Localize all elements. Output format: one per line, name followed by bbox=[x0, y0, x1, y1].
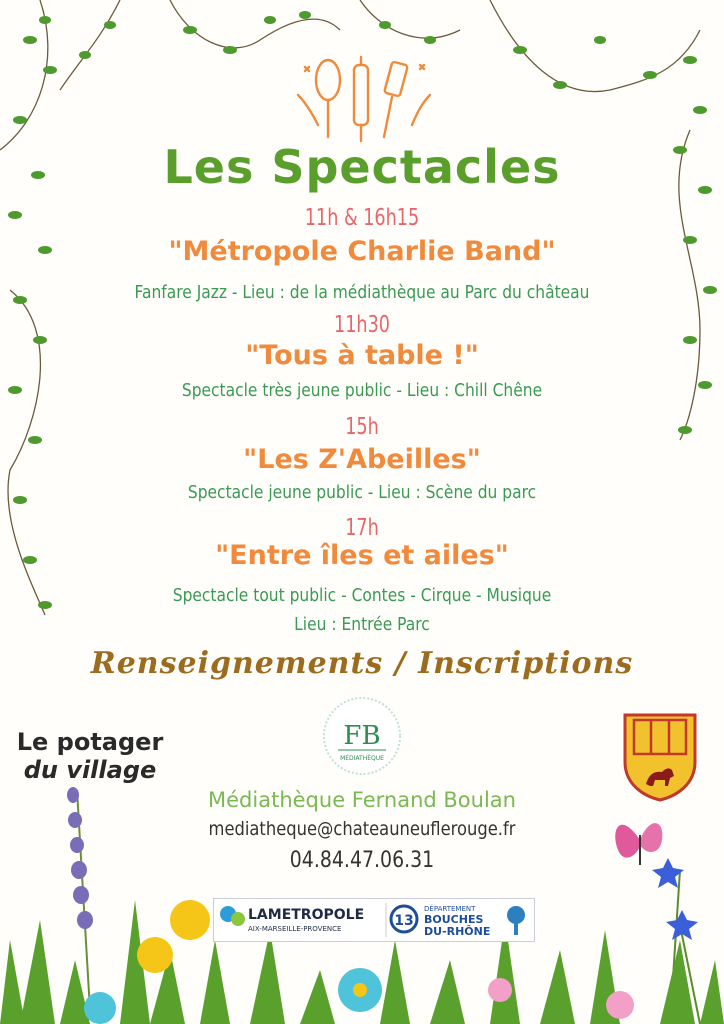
potager-logo bbox=[10, 728, 170, 784]
event-time: 17h bbox=[345, 515, 379, 541]
event-title: "Tous à table !" bbox=[245, 340, 479, 371]
kitchen-utensils-icon bbox=[290, 55, 440, 145]
event-title: "Métropole Charlie Band" bbox=[168, 236, 556, 267]
info-heading: Renseignements / Inscriptions bbox=[90, 646, 634, 681]
event-title: "Les Z'Abeilles" bbox=[243, 444, 481, 475]
event-location: Lieu : Entrée Parc bbox=[294, 614, 430, 635]
event-description: Fanfare Jazz - Lieu : de la médiathèque au Parc du château bbox=[134, 282, 590, 303]
mediatheque-name: Médiathèque Fernand Boulan bbox=[208, 788, 516, 812]
departement-badge: 13 bbox=[394, 913, 414, 929]
event-time: 11h & 16h15 bbox=[304, 205, 420, 231]
metropole-line2: AIX-MARSEILLE-PROVENCE bbox=[248, 925, 342, 933]
departement-line3: DU-RHÔNE bbox=[424, 925, 491, 938]
logo-subtitle: MÉDIATHÈQUE bbox=[340, 755, 384, 762]
event-time: 11h30 bbox=[334, 312, 390, 338]
event-description: Spectacle jeune public - Lieu : Scène du parc bbox=[187, 482, 537, 503]
potager-line1: Le potager bbox=[16, 728, 164, 756]
departement-line2: BOUCHES bbox=[424, 913, 484, 926]
logo-initials: FB bbox=[343, 721, 381, 751]
potager-line2: du village bbox=[23, 756, 157, 784]
partner-logos-graphic bbox=[214, 899, 534, 941]
town-shield-icon bbox=[622, 712, 698, 802]
departement-line1: DÉPARTEMENT bbox=[424, 905, 476, 913]
page-title: Les Spectacles bbox=[163, 140, 561, 194]
event-description: Spectacle très jeune public - Lieu : Chill Chêne bbox=[181, 380, 543, 401]
event-title: "Entre îles et ailes" bbox=[215, 540, 509, 571]
email-link[interactable]: mediatheque@chateauneuflerouge.fr bbox=[208, 818, 516, 840]
event-description: Spectacle tout public - Contes - Cirque - Musique bbox=[172, 585, 552, 606]
metropole-line1: LAMETROPOLE bbox=[248, 907, 365, 923]
mediatheque-logo bbox=[320, 694, 404, 778]
event-time: 15h bbox=[345, 414, 379, 440]
partner-logos bbox=[213, 898, 535, 942]
phone-number: 04.84.47.06.31 bbox=[289, 848, 435, 873]
